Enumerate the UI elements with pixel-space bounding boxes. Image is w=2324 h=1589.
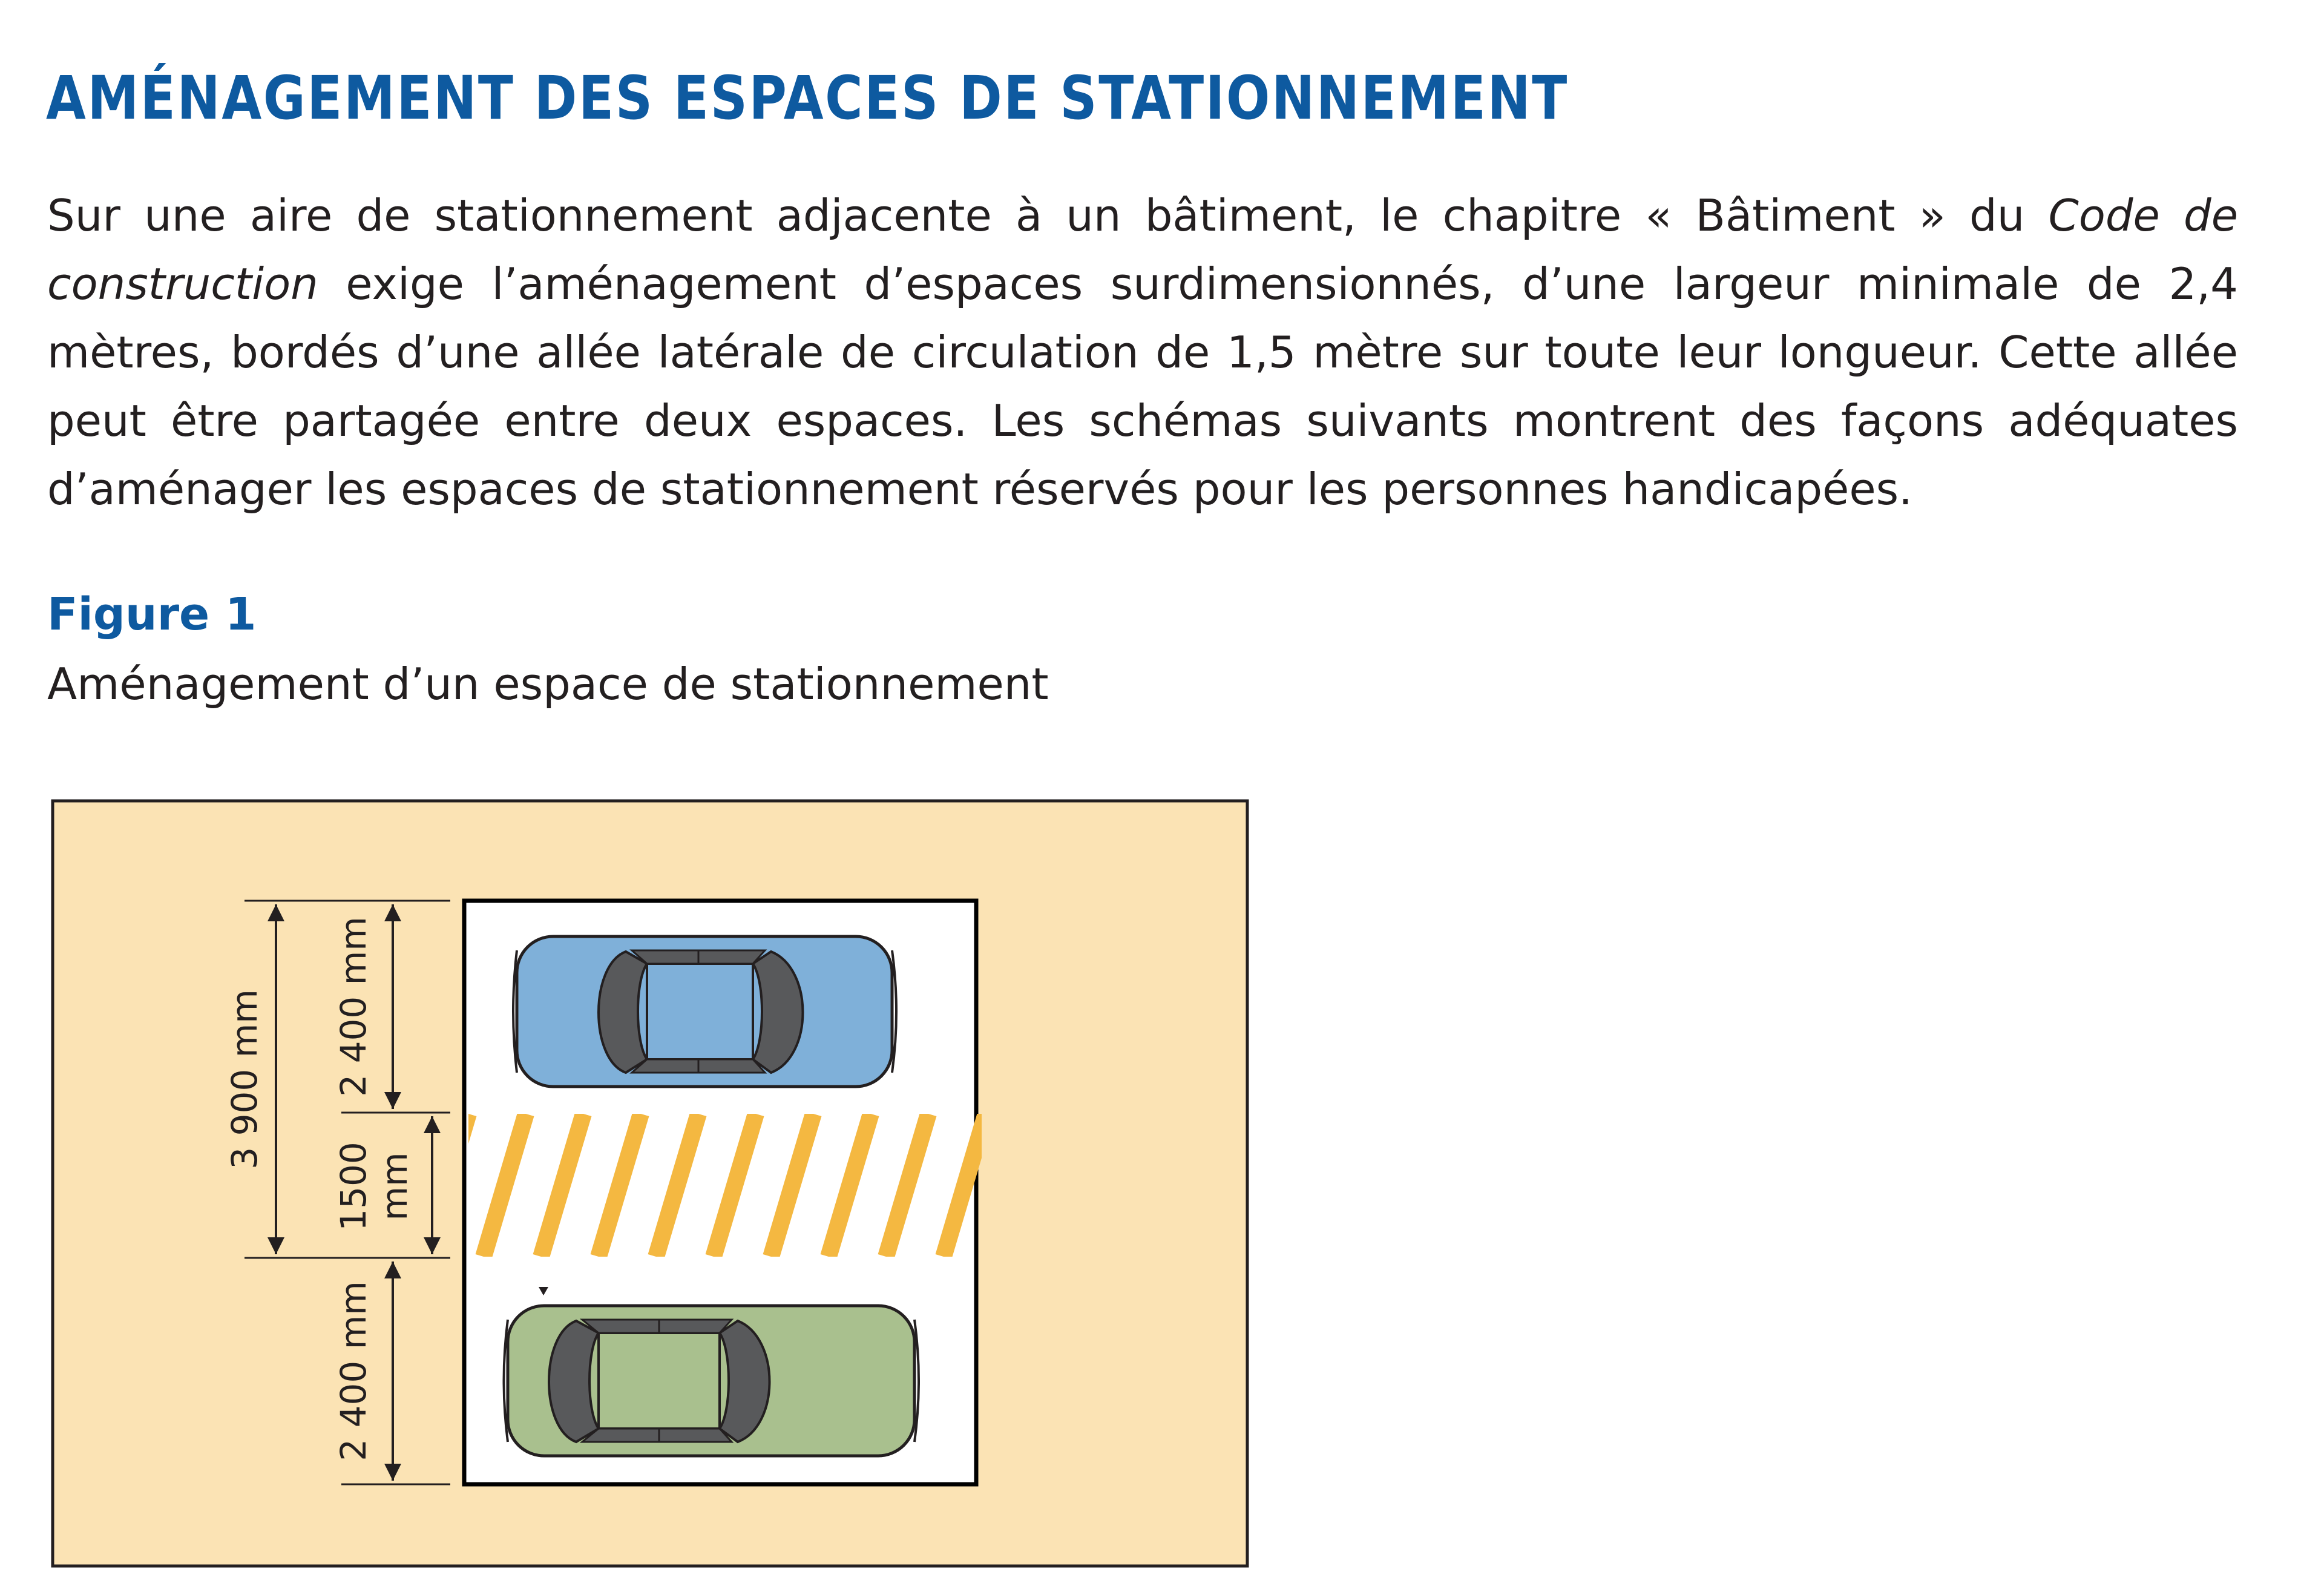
dimension-label-total: 3 900 mm <box>224 989 265 1170</box>
car-top <box>513 936 896 1087</box>
dimension-label-space-bottom: 2 400 mm <box>333 1281 374 1461</box>
intro-text-italic: Code de construction <box>47 190 2238 309</box>
dimension-label-space-top: 2 400 mm <box>333 916 374 1097</box>
parking-diagram <box>51 799 1249 1568</box>
intro-paragraph <box>47 182 2238 524</box>
page-title: AMÉNAGEMENT DES ESPACES DE STATIONNEMENT <box>46 64 1569 133</box>
car-bottom <box>504 1287 919 1456</box>
parking-diagram-svg <box>51 799 1249 1568</box>
intro-text-part2: exige l’aménagement d’espaces surdimensionnés, d’une largeur minimale de 2,4 mètres, bordés d’une allée latérale de circulation de 1,5 mètre sur toute leur longueur. Cette allée peut être partagée entre deux espaces. Les schémas suivants montrent des façons adéquates d’aménager les espaces de stationnement réservés pour les personnes handicapées. <box>47 258 2238 515</box>
dimension-label-aisle-unit: mm <box>374 1152 415 1221</box>
figure-caption: Aménagement d’un espace de stationnement <box>47 659 1049 709</box>
dimension-label-aisle-value: 1500 <box>333 1142 374 1231</box>
intro-text-part1: Sur une aire de stationnement adjacente à un bâtiment, le chapitre « Bâtiment » du <box>47 190 2049 241</box>
figure-label: Figure 1 <box>47 588 257 640</box>
